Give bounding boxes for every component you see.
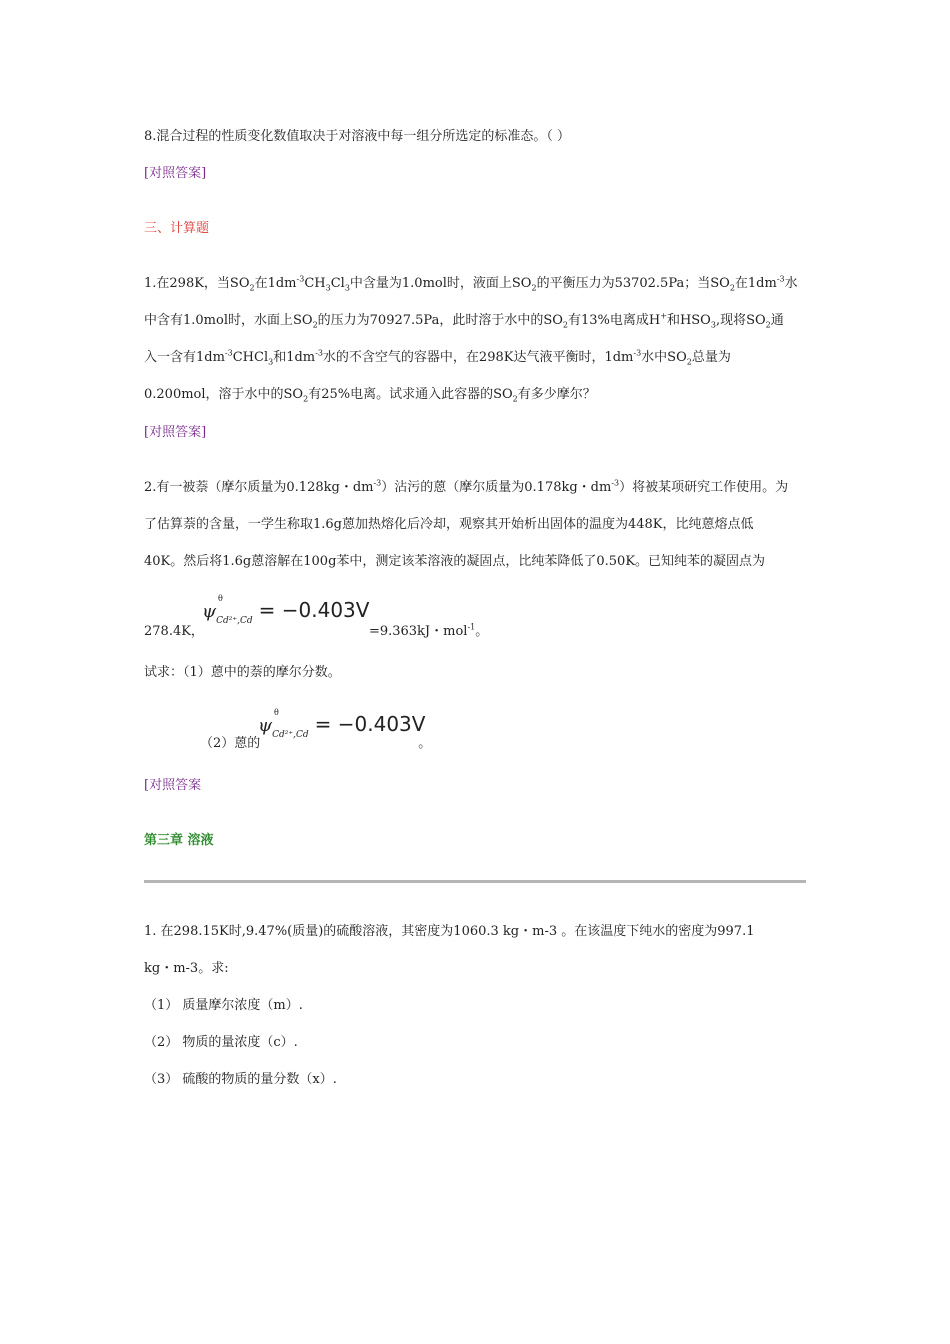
sol1-item1: （1） 质量摩尔浓度（m）. [144, 998, 303, 1013]
chapter-title: 第三章 溶液 [144, 833, 214, 848]
sol1-line1: 1. 在298.15K时,9.47%(质量)的硫酸溶液，其密度为1060.3 kg・m-3 。在该温度下纯水的密度为997.1 [144, 924, 755, 939]
answer-link-calc1[interactable]: [对照答案] [144, 425, 207, 440]
formula-psi: ψ θ $_{Cd^{2+},Cd}$ = −0.403V [202, 594, 370, 626]
formula-psi-2: ψ θ $_{Cd^{2+},Cd}$ = −0.403V [258, 708, 426, 740]
calc2-ask2: （2）蒽的 。 [200, 736, 432, 751]
calc2-line1: 2.有一被萘（摩尔质量为0.128kg・$dm^{-3}$）沾污的蒽（摩尔质量为0.178kg・$dm^{-3}$）将被某项研究工作使用。为 [144, 478, 789, 495]
calc2-line4: 278.4K， =9.363kJ・mol$^{-1}$。 [144, 622, 489, 639]
calc2-ask1: 试求：（1）蒽中的萘的摩尔分数。 [144, 665, 341, 680]
calc1-line2: 中含有1.0mol时，水面上$SO_2$的压力为70927.5Pa，此时溶于水中的$SO_2$有13%电离成H+和$HSO_3$,现将$SO_2$通 [144, 311, 784, 330]
calc1-line3: 入一含有$1dm^{-3}CHCl_3$和$1dm^{-3}$水的不含空气的容器中，在298K达气液平衡时，$1dm^{-3}$水中$SO_2$总量为 [144, 348, 731, 367]
sol1-item3: （3） 硫酸的物质的量分数（x）. [144, 1072, 337, 1087]
answer-link-calc2[interactable]: [对照答案 [144, 778, 202, 793]
section-title-calc: 三、计算题 [144, 221, 210, 236]
question-8: 8.混合过程的性质变化数值取决于对溶液中每一组分所选定的标准态。（ ） [144, 129, 571, 144]
calc1-line1: 1.在298K，当$SO_2$在$1dm^{-3}CH_3Cl_3$中含量为1.0mol时，液面上$SO_2$的平衡压力为53702.5Pa；当$SO_2$在$1dm^{-3}$水 [144, 274, 798, 293]
divider [144, 880, 806, 883]
calc2-line3: 40K。然后将1.6g蒽溶解在100g苯中，测定该苯溶液的凝固点，比纯苯降低了0.50K。已知纯苯的凝固点为 [144, 554, 766, 569]
calc2-line2: 了估算萘的含量，一学生称取1.6g蒽加热熔化后冷却，观察其开始析出固体的温度为448K，比纯蒽熔点低 [144, 517, 754, 532]
sol1-line2: kg・m-3。求: [144, 961, 229, 976]
answer-link-q8[interactable]: [对照答案] [144, 166, 207, 181]
sol1-item2: （2） 物质的量浓度（c）. [144, 1035, 298, 1050]
calc1-line4: 0.200mol，溶于水中的$SO_2$有25%电离。试求通入此容器的$SO_2$有多少摩尔？ [144, 387, 596, 404]
